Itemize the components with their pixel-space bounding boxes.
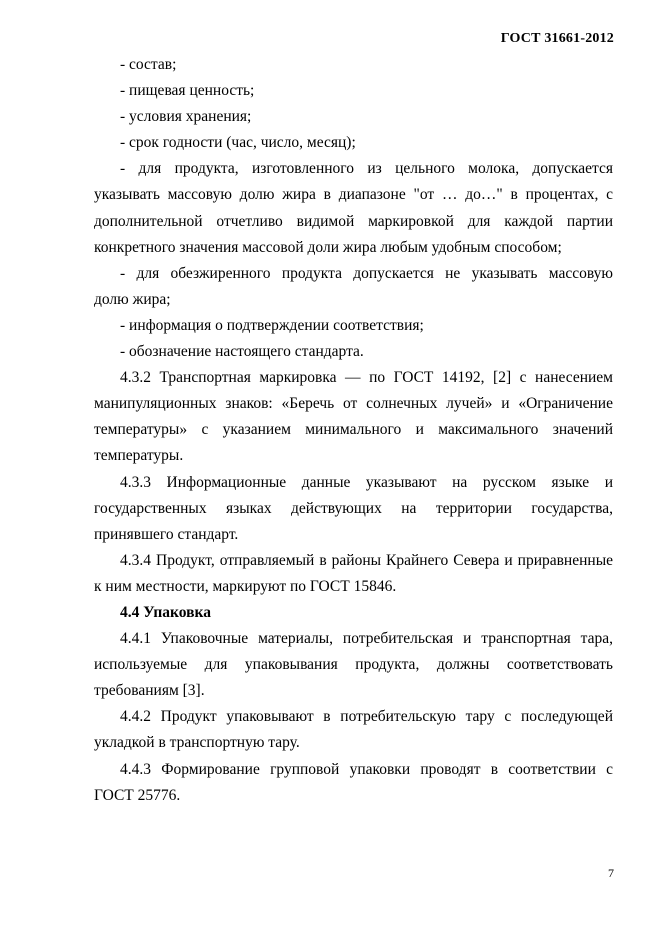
paragraph-whole-milk — [94, 156, 613, 260]
text-line: укладкой в транспортную тару. — [94, 734, 300, 752]
text-line: дополнительной отчетливо видимой маркировкой для каждой партии — [94, 212, 613, 230]
section-heading: 4.4 Упаковка — [120, 603, 211, 621]
text-line: 4.4.3 Формирование групповой упаковки проводят в соответствии с — [120, 760, 613, 778]
paragraph-4-3-4 — [94, 548, 613, 600]
text-line: ГОСТ 25776. — [94, 786, 181, 804]
page-body — [94, 52, 613, 809]
list-item: - информация о подтверждении соответствия; — [120, 316, 424, 334]
text-line: температуры» с указанием минимального и максимального значений — [94, 421, 613, 439]
text-line: конкретного значения массовой доли жира любым удобным способом; — [94, 238, 562, 256]
text-line: к ним местности, маркируют по ГОСТ 15846. — [94, 577, 397, 595]
text-line: 4.3.4 Продукт, отправляемый в районы Крайнего Севера и приравненные — [120, 551, 613, 569]
paragraph-4-4-2 — [94, 704, 613, 756]
text-line: температуры. — [94, 447, 184, 465]
text-line: 4.4.2 Продукт упаковывают в потребительскую тару с последующей — [120, 708, 613, 726]
text-line: 4.3.3 Информационные данные указывают на русском языке и — [120, 473, 613, 491]
paragraph-skim-milk — [94, 261, 613, 313]
paragraph-4-4-3 — [94, 757, 613, 809]
list-item: - пищевая ценность; — [120, 82, 255, 100]
paragraph-4-4-1 — [94, 626, 613, 704]
text-line: манипуляционных знаков: «Беречь от солнечных лучей» и «Ограничение — [94, 395, 613, 413]
list-item: - срок годности (час, число, месяц); — [120, 134, 356, 152]
text-line: 4.4.1 Упаковочные материалы, потребительская и транспортная тара, — [120, 630, 613, 648]
list-item: - условия хранения; — [120, 108, 252, 126]
page-number: 7 — [608, 866, 614, 880]
text-line: государственных языках действующих на территории государства, — [94, 499, 613, 517]
text-line: требованиям [3]. — [94, 682, 205, 700]
list-item: - состав; — [120, 56, 177, 73]
text-line: указывать массовую долю жира в диапазоне "от … до…" в процентах, с — [94, 186, 613, 204]
document-header-standard: ГОСТ 31661-2012 — [500, 31, 614, 46]
text-line: долю жира; — [94, 290, 171, 308]
text-line: принявшего стандарт. — [94, 525, 239, 543]
paragraph-4-3-2 — [94, 365, 613, 469]
text-line: 4.3.2 Транспортная маркировка — по ГОСТ 14192, [2] с нанесением — [120, 369, 613, 387]
list-item: - обозначение настоящего стандарта. — [120, 343, 364, 361]
text-line: используемые для упаковывания продукта, должны соответствовать — [94, 656, 613, 674]
paragraph-4-3-3 — [94, 470, 613, 548]
text-line: - для обезжиренного продукта допускается не указывать массовую — [120, 264, 613, 282]
text-line: - для продукта, изготовленного из цельного молока, допускается — [120, 160, 613, 178]
